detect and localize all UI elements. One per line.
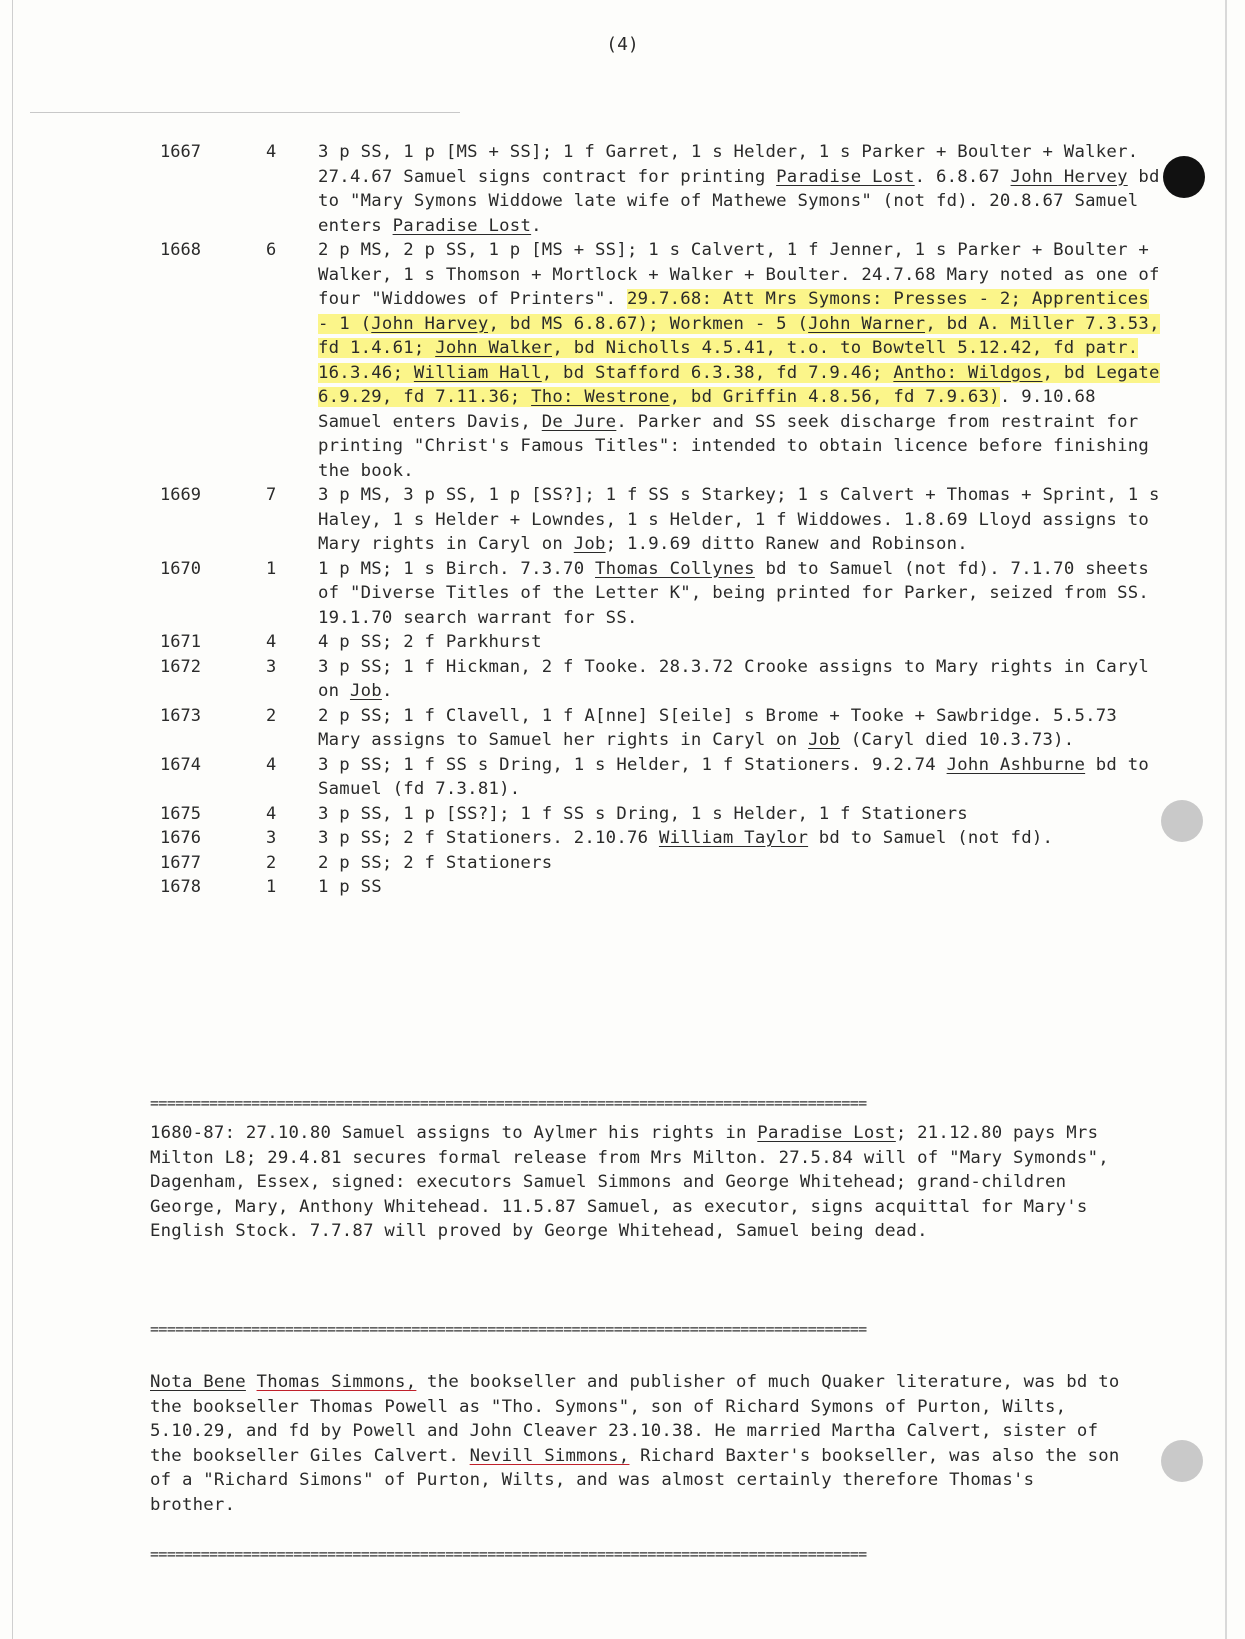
entry-row (0, 238, 1245, 483)
entry-year: 1670 (160, 558, 201, 579)
text-segment: 1 p MS; 1 s Birch. 7.3.70 (318, 558, 596, 579)
underlined-name: John Walker (435, 338, 553, 358)
underlined-name: Thomas Collynes (595, 558, 755, 579)
entry-text (318, 802, 1168, 827)
text-segment (246, 1372, 257, 1392)
text-segment: 1680-87: 27.10.80 Samuel assigns to Aylmer his rights in (150, 1123, 758, 1143)
entry-text (318, 826, 1168, 851)
page-number: (4) (606, 34, 639, 55)
underlined-name: Paradise Lost (776, 166, 915, 187)
entry-row (0, 630, 1245, 655)
underlined-name: Paradise Lost (757, 1123, 896, 1143)
entry-row (0, 826, 1245, 851)
entry-count: 4 (266, 632, 277, 652)
separator-rule: ===================================================================================== (150, 1320, 867, 1338)
text-segment: Richard Baxter's bookseller, was also the son of a "Richard Simons" of Purton, Wilts, and was almost certainly therefore Thomas's brother. (150, 1445, 1120, 1515)
text-segment: bd to Samuel (fd 7.3.81). (318, 754, 1150, 799)
entry-text (318, 557, 1168, 631)
text-segment: bd to "Mary Symons Widdowe late wife of Mathewe Symons" (not fd). 20.8.67 Samuel enters (318, 166, 1160, 236)
text-segment: 2 p MS, 2 p SS, 1 p [MS + SS]; 1 s Calvert, 1 f Jenner, 1 s Parker + Boulter + Walker, 1 s Thomson + Mortlock + Walker + Boulter. 24.7.68 Mary noted as one of four "Widdowes of Printers". (318, 240, 1160, 309)
underlined-name: Antho: Wildgos (893, 362, 1043, 383)
text-segment: ; 1.9.69 ditto Ranew and Robinson. (605, 534, 968, 554)
entry-row (0, 753, 1245, 802)
underlined-name: Thomas Simmons, (256, 1372, 417, 1392)
text-segment: 2 p SS; 2 f Stationers (318, 852, 553, 873)
entry-count: 4 (266, 803, 277, 824)
entry-row (0, 851, 1245, 876)
punch-hole-bottom (1161, 1440, 1203, 1482)
entry-count: 2 (266, 705, 277, 726)
entry-text (318, 238, 1168, 483)
entry-year: 1667 (160, 142, 201, 162)
underlined-name: Job (349, 681, 382, 701)
entry-year: 1673 (160, 705, 201, 726)
text-segment: 1 p SS (318, 877, 382, 897)
entry-year: 1675 (160, 803, 201, 824)
text-segment: . (381, 681, 393, 701)
entry-row (0, 140, 1245, 238)
text-segment: . 9.10.68 Samuel enters Davis, (318, 387, 1096, 432)
separator-rule: ===================================================================================== (150, 1094, 867, 1112)
underlined-name: William Taylor (658, 828, 809, 848)
text-segment: . 6.8.67 (914, 166, 1011, 187)
entry-text (318, 875, 1168, 900)
entry-year: 1678 (160, 877, 201, 897)
underlined-name: Job (573, 534, 606, 554)
text-segment: 4 p SS; 2 f Parkhurst (318, 632, 542, 652)
entry-row (0, 483, 1245, 557)
highlighted-text: , bd Legate 6.9.29, fd 7.11.36; (318, 362, 1160, 407)
underlined-name: Nevill Simmons, (469, 1445, 630, 1466)
text-segment: 3 p SS, 1 p [SS?]; 1 f SS s Dring, 1 s Helder, 1 f Stationers (318, 803, 968, 824)
entry-count: 3 (266, 656, 277, 677)
entry-year: 1674 (160, 754, 201, 775)
entry-year: 1671 (160, 632, 201, 652)
highlighted-text: , bd Griffin 4.8.56, fd 7.9.63) (669, 387, 1000, 407)
highlighted-text: 29.7.68: Att Mrs Symons: Presses - 2; Apprentices - 1 ( (318, 289, 1150, 334)
entry-text (318, 753, 1168, 802)
text-segment: bd to Samuel (not fd). 7.1.70 sheets of "Diverse Titles of the Letter K", being printed for Parker, seized from SS. 19.1.70 search warrant for SS. (318, 558, 1150, 628)
text-segment: 3 p MS, 3 p SS, 1 p [SS?]; 1 f SS s Starkey; 1 s Calvert + Thomas + Sprint, 1 s Haley, 1 s Helder + Lowndes, 1 s Helder, 1 f Widdowes. 1.8.69 Lloyd assigns to Mary rights in Caryl on (318, 485, 1160, 554)
entry-year: 1677 (160, 852, 201, 873)
underlined-name: Paradise Lost (392, 215, 532, 236)
entry-row (0, 655, 1245, 704)
text-segment: ; 21.12.80 pays Mrs Milton L8; 29.4.81 secures formal release from Mrs Milton. 27.5.84 will of "Mary Symonds", Dagenham, Essex, signed: executors Samuel Simmons and George Whitehead; grand-children George, Mary, Anthony Whitehead. 11.5.87 Samuel, as executor, signs acquittal for Mary's English Stock. 7.7.87 will proved by George Whitehead, Samuel being dead. (150, 1123, 1109, 1241)
text-segment: bd to Samuel (not fd). (808, 828, 1054, 848)
entry-text (318, 851, 1168, 876)
entry-year: 1672 (160, 656, 201, 677)
highlighted-text: , bd Stafford 6.3.38, fd 7.9.46; (541, 362, 894, 383)
entry-count: 1 (266, 558, 277, 579)
highlighted-text: , bd A. Miller 7.3.53, fd 1.4.61; (318, 313, 1160, 358)
header-rule (30, 112, 460, 113)
separator-rule: ===================================================================================== (150, 1545, 867, 1563)
entry-count: 4 (266, 754, 277, 775)
underlined-name: William Hall (413, 362, 542, 383)
underlined-name: John Hervey (1010, 166, 1128, 187)
highlighted-text: , bd Nicholls 4.5.41, t.o. to Bowtell 5.12.42, fd patr. 16.3.46; (318, 338, 1139, 383)
entry-count: 1 (266, 877, 277, 897)
entry-text (318, 630, 1168, 655)
underlined-name: John Warner (808, 313, 926, 334)
summary-paragraph (150, 1121, 1130, 1244)
entry-count: 6 (266, 240, 277, 260)
entry-count: 4 (266, 142, 277, 162)
entry-row (0, 704, 1245, 753)
underlined-name: Tho: Westrone (531, 387, 670, 407)
entry-text (318, 140, 1168, 238)
entry-year: 1669 (160, 485, 201, 505)
text-segment: 2 p SS; 1 f Clavell, 1 f A[nne] S[eile] s Brome + Tooke + Sawbridge. 5.5.73 Mary assigns to Samuel her rights in Caryl on (318, 705, 1118, 750)
chronology-entries (0, 140, 1245, 900)
entry-row (0, 802, 1245, 827)
entry-count: 7 (266, 485, 277, 505)
text-segment: 3 p SS; 1 f SS s Dring, 1 s Helder, 1 f Stationers. 9.2.74 (318, 754, 947, 775)
entry-text (318, 483, 1168, 557)
text-segment: the bookseller and publisher of much Quaker literature, was bd to the bookseller Thomas Powell as "Tho. Symons", son of Richard Symons of Purton, Wilts, 5.10.29, and fd by Powell and John Cleaver 23.10.38. He married Martha Calvert, sister of the bookseller Giles Calvert. (150, 1372, 1120, 1466)
entry-year: 1676 (160, 828, 201, 848)
text-segment: 3 p SS; 1 f Hickman, 2 f Tooke. 28.3.72 Crooke assigns to Mary rights in Caryl on (318, 656, 1150, 701)
underlined-name: De Jure (541, 411, 617, 432)
underlined-name: Job (808, 730, 841, 750)
text-segment: . Parker and SS seek discharge from restraint for printing "Christ's Famous Titles": intended to obtain licence before finishing the book. (318, 411, 1150, 481)
entry-row (0, 875, 1245, 900)
text-segment: . (531, 215, 542, 236)
text-segment: (Caryl died 10.3.73). (840, 730, 1075, 750)
entry-count: 2 (266, 852, 277, 873)
highlighted-text: , bd MS 6.8.67); Workmen - 5 ( (488, 313, 809, 334)
underlined-name: John Harvey (371, 313, 489, 334)
entry-row (0, 557, 1245, 631)
nota-bene-paragraph (150, 1370, 1130, 1517)
underlined-name: John Ashburne (946, 754, 1086, 775)
entry-text (318, 704, 1168, 753)
entry-count: 3 (266, 828, 277, 848)
text-segment: 3 p SS, 1 p [MS + SS]; 1 f Garret, 1 s Helder, 1 s Parker + Boulter + Walker. 27.4.67 Samuel signs contract for printing (318, 142, 1139, 187)
entry-year: 1668 (160, 240, 201, 260)
underlined-name: Nota Bene (150, 1372, 246, 1392)
text-segment: 3 p SS; 2 f Stationers. 2.10.76 (318, 828, 659, 848)
entry-text (318, 655, 1168, 704)
